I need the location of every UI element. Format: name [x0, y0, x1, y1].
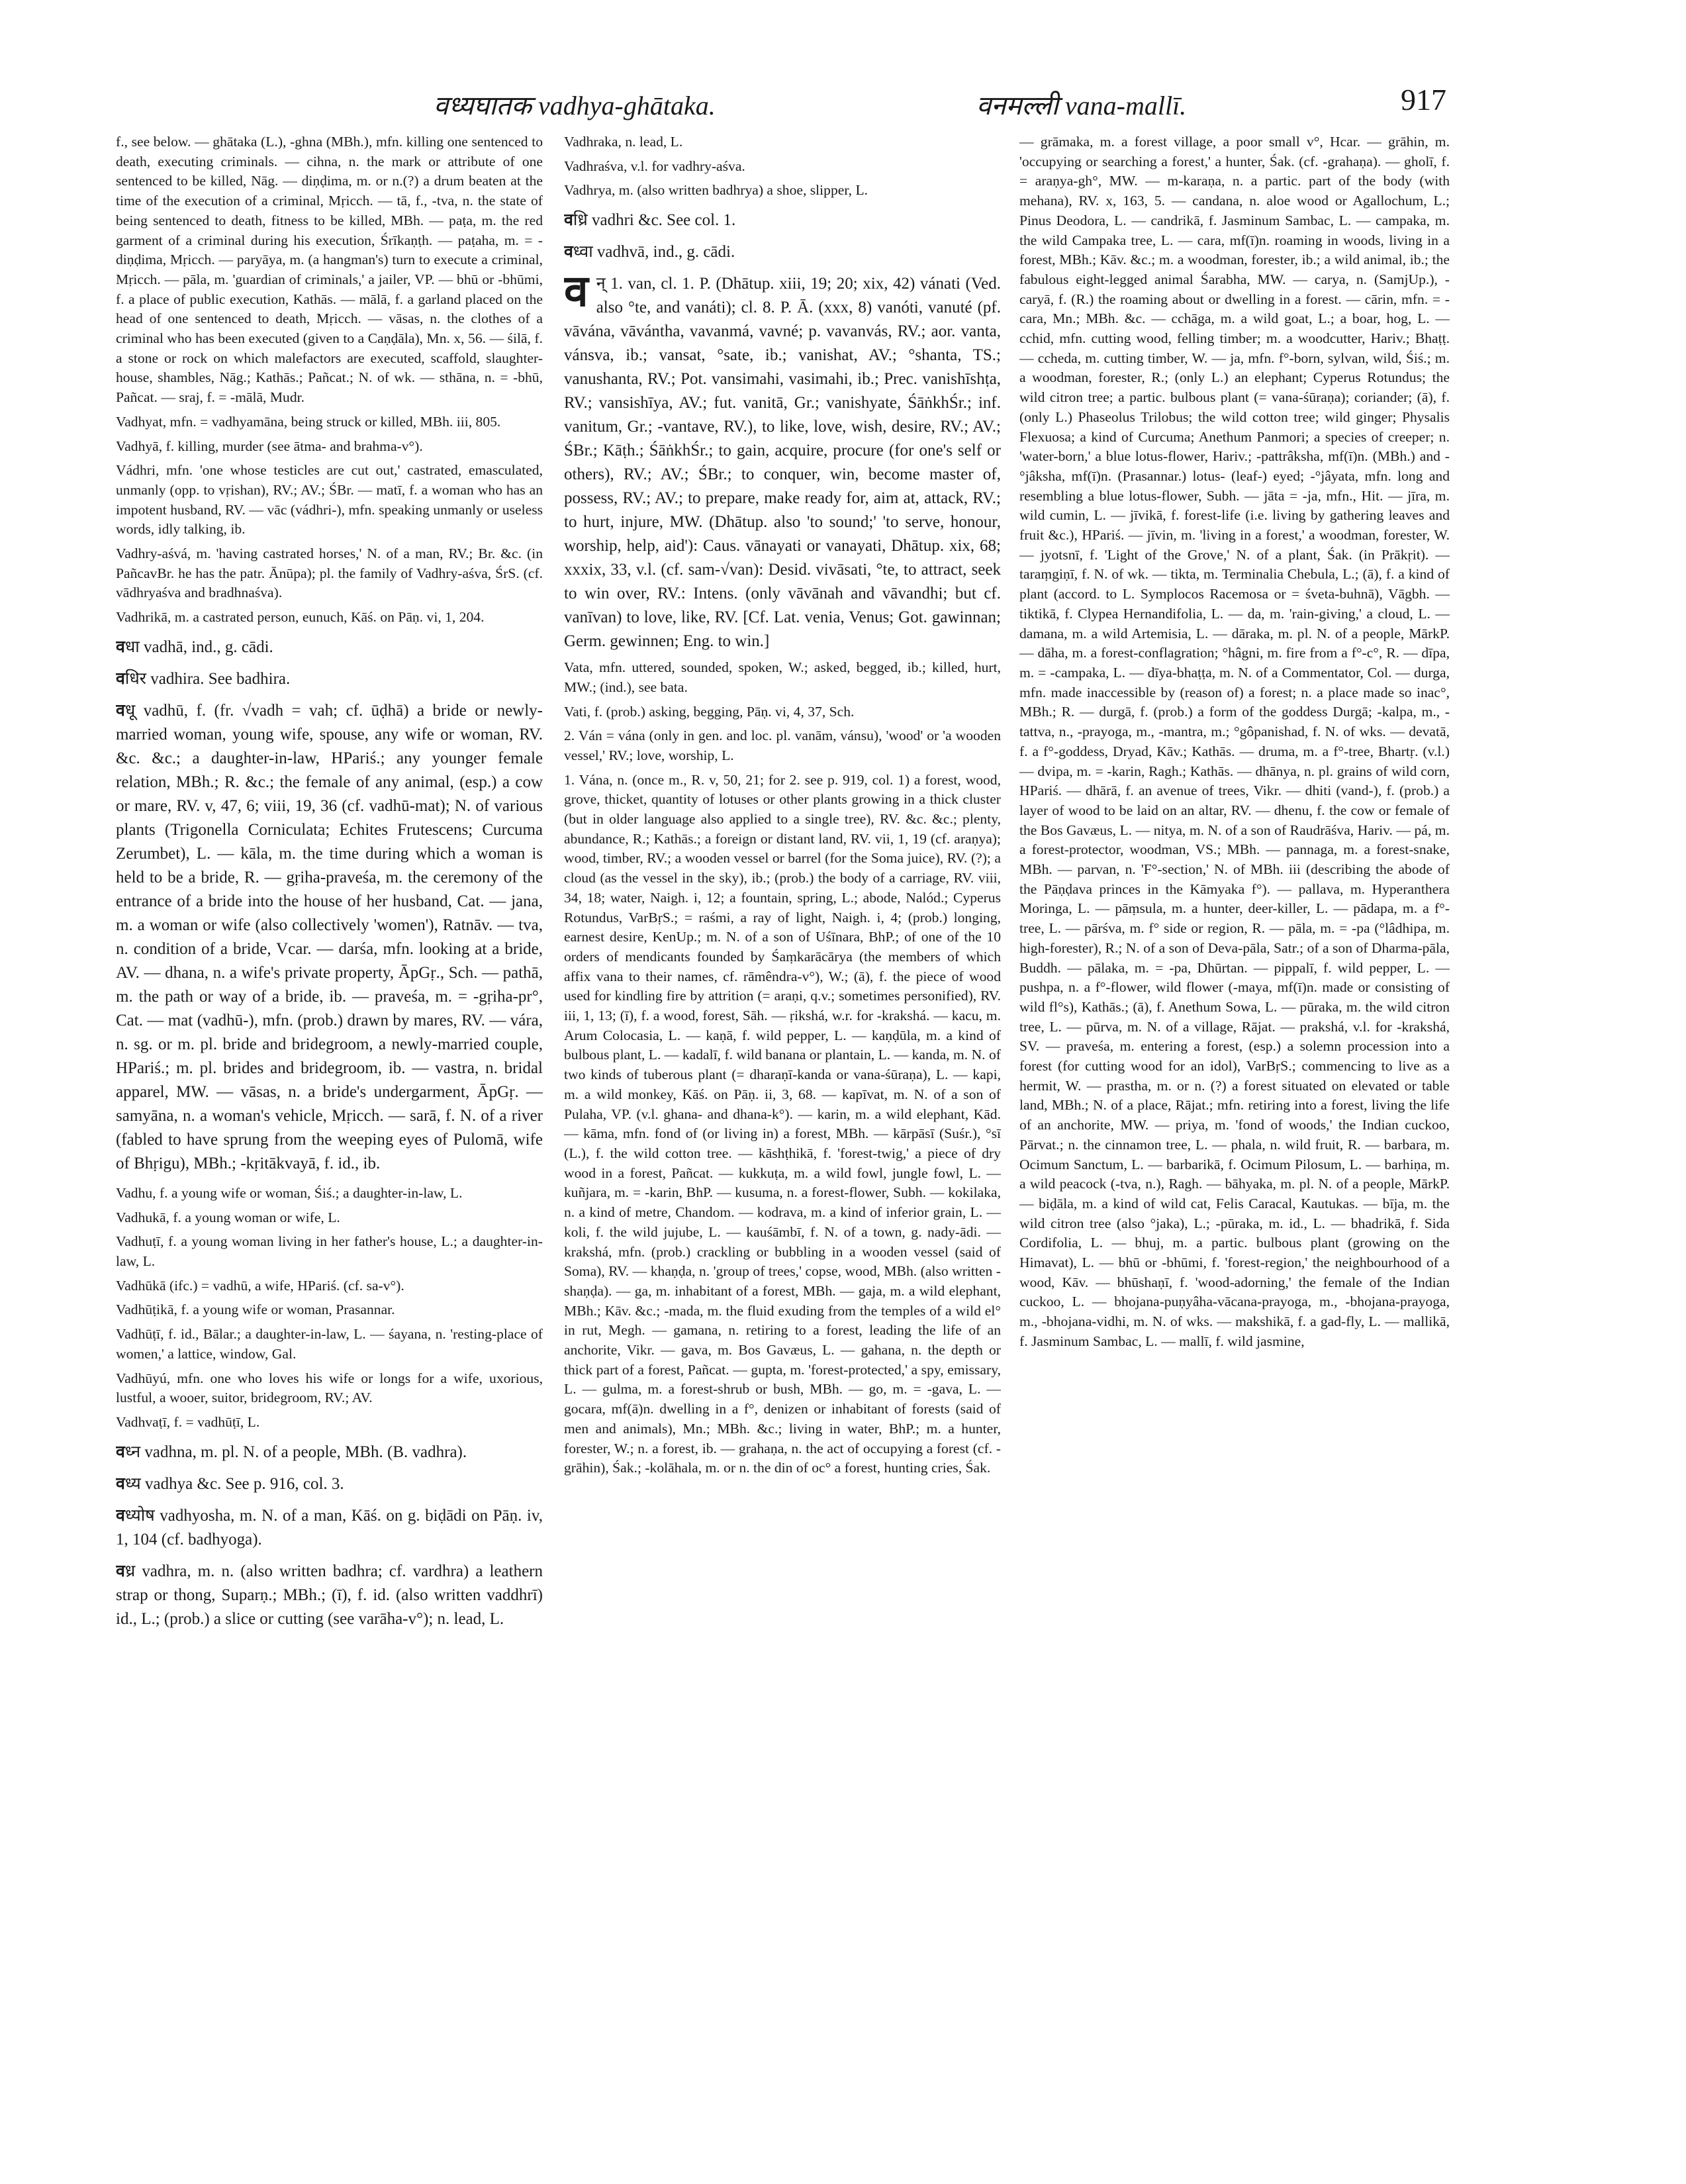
- dictionary-entry: वध्य vadhya &c. See p. 916, col. 3.: [116, 1474, 344, 1493]
- column-3: [1019, 132, 1450, 2132]
- dictionary-entry: 1. Vána, n. (once m., R. v, 50, 21; for 2. see p. 919, col. 1) a forest, wood, grove, thicket, quantity of lotuses or other plants growing in a thick cluster (but in older language also applied to a single tree), RV. &c. &c.; plenty, abundance, R.; Kathās.; a foreign or distant land, RV. vii, 1, 19 (cf. araṇya); wood, timber, RV.; a wooden vessel or barrel (for the Soma juice), RV. (?); a cloud (as the vessel in the sky), ib.; (prob.) the body of a carriage, RV. viii, 34, 18; water, Naigh. i, 12; a fountain, spring, L.; abode, Nalód.; Cyperus Rotundus, VarBṛS.; = raśmi, a ray of light, Naigh. i, 4; (prob.) longing, earnest desire, KenUp.; m. N. of a son of Uśīnara, BhP.; of one of the 10 orders of mendicants founded by Śaṃkarācārya (the members of which affix vana to their names, cf. rāmêndra-v°), W.; (ā), f. the piece of wood used for kindling fire by attrition (= araṇi, q.v.; sometimes personified), RV. iii, 1, 13; (ī), f. a wood, forest, Sāh. — ṛikshá, w.r. for -krakshá. — kacu, m. Arum Colocasia, L. — kaṇā, f. wild pepper, L. — kaṇḍūla, m. a kind of bulbous plant, L. — kadalī, f. wild banana or plantain, L. — kanda, m. N. of two kinds of tuberous plant (= dharaṇī-kanda or vana-śūraṇa), L. — kapi, m. a wild monkey, Kāś. on Pāṇ. ii, 3, 68. — kapīvat, m. N. of a son of Pulaha, VP. (v.l. ghana- and dhana-k°). — karin, m. a wild elephant, Kād. — kāma, mfn. fond of (or living in) a forest, MBh. — kārpāsī (Suśr.), °sī (L.), f. the wild cotton tree. — kāshṭhikā, f. 'forest-twig,' a piece of dry wood in a forest, Pañcat. — kukkuṭa, m. a wild fowl, jungle fowl, L. — kuñjara, m. = -karin, BhP. — kusuma, n. a forest-flower, Subh. — kokilaka, n. a kind of metre, Chandom. — kodrava, m. a kind of inferior grain, L. — koli, f. the wild jujube, L. — kauśāmbī, f. N. of a town, g. nady-ādi. — krakshá, mfn. (prob.) crackling or bubbling in a wooden vessel (said of Soma), RV. — khaṇḍa, n. 'group of trees,' copse, wood, MBh. (also written -shaṇḍa). — ga, m. inhabitant of a forest, MBh. — gaja, m. a wild elephant, MBh.; Kāv. &c.; -mada, m. the fluid exuding from the temples of a wild el° in rut, Megh. — gamana, n. retiring to a forest, leading the life of an anchorite, Vikr. — gava, m. Bos Gavæus, L. — gahana, n. the depth or thick part of a forest, Pañcat. — gupta, m. 'forest-protected,' a spy, emissary, L. — gulma, m. a forest-shrub or bush, MBh. — go, m. = -gava, L. — gocara, mf(ā)n. dwelling in a f°, denizen or inhabitant of forests (said of men and animals), Mn.; MBh. &c.; living in water, BhP.; m. a hunter, forester, W.; n. a forest, ib. — grahaṇa, n. the act of occupying a forest (cf. -grāhin), Śak.; -kolāhala, m. or n. the din of oc° a forest, hunting cries, Śak.: [564, 771, 1001, 1476]
- dictionary-entry: Vadhyā, f. killing, murder (see ātma- and brahma-v°).: [116, 438, 423, 454]
- entry-continuation: — grāmaka, m. a forest village, a poor small v°, Hcar. — grāhin, m. 'occupying or searching a forest,' a hunter, Śak. (cf. -grahaṇa). — gholī, f. = araṇya-gh°, MW. — m-karaṇa, n. a partic. part of the body (with mehana), RV. x, 163, 5. — candana, n. aloe wood or Agallochum, L.; Pinus Deodora, L. — candrikā, f. Jasminum Sambac, L. — campaka, m. the wild Campaka tree, L. — cara, mf(ī)n. roaming in woods, living in a forest, MBh.; Kāv. &c.; m. a woodman, forester, ib.; a wild animal, ib.; the fabulous eight-legged animal Śarabha, MW. — carya, n. (SamjUp.), -caryā, f. (R.) the roaming about or dwelling in a forest. — cārin, mfn. = -cara, Mn.; MBh. &c. — cchāga, m. a wild goat, L.; a boar, hog, L. — cchid, mfn. cutting wood, felling timber; m. a woodcutter, Hariv.; Bhaṭṭ. — ccheda, m. cutting timber, W. — ja, mfn. f°-born, sylvan, wild, Śiś.; m. a woodman, forester, R.; (only L.) an elephant; Cyperus Rotundus; the wild citron tree; a partic. bulbous plant (= vana-śūraṇa); coriander; (ā), f. (only L.) Phaseolus Trilobus; the wild cotton tree; wild ginger; Physalis Flexuosa; a kind of Curcuma; Anethum Panmori; a species of creeper; n. 'water-born,' a blue lotus-flower, Hariv.; -pattrâksha, mf(ī)n. (MBh.) and -°jâksha, mf(ī)n. (Prasannar.) lotus- (leaf-) eyed; -°jâyata, mfn. long and resembling a blue lotus-flower, Subh. — jāta = -ja, mfn., Hit. — jīra, m. wild cumin, L. — jīvikā, f. forest-life (i.e. living by gathering leaves and fruit &c.), HPariś. — jīvin, m. 'living in a forest,' a woodman, forester, W. — jyotsnī, f. 'Light of the Grove,' N. of a plant, Śak. (in Prākṛit). — taraṃgiṇī, f. N. of wk. — tikta, m. Terminalia Chebula, L.; (ā), f. a kind of plant (accord. to L. Symplocos Racemosa or = śveta-buhnā), Vāgbh. — tiktikā, f. Clypea Hernandifolia, L. — da, m. 'rain-giving,' a cloud, L. — damana, m. a wild Artemisia, L. — dāraka, m. pl. N. of a people, MārkP. — dāha, m. a forest-conflagration; °hâgni, m. fire from a f°-c°, R. — dīpa, m. = -campaka, L. — dīya-bhaṭṭa, m. N. of a Commentator, Col. — durga, mfn. made inaccessible by (reason of) a forest; n. a place made so inac°, MBh.; R. — durgā, f. (prob.) a form of the goddess Durgā; -kalpa, m., -tattva, n., -prayoga, m., -mantra, m.; °gôpanishad, f. N. of wks. — devatā, f. a f°-goddess, Dryad, Kāv.; Kathās. — druma, m. a f°-tree, Bhartṛ. (v.l.) — dvipa, m. = -karin, Ragh.; Kathās. — dhānya, n. pl. grains of wild corn, HPariś. — dhārā, f. an avenue of trees, Vikr. — dhiti (vand-), f. (prob.) a layer of wood to be laid on an altar, RV. — dhenu, f. the cow or female of the Bos Gavæus, L. — nitya, m. N. of a son of Raudrāśva, Hariv. — pá, m. a forest-protector, woodman, VS.; MBh. — pannaga, m. a forest-snake, MBh. — parvan, n. 'F°-section,' N. of MBh. iii (describing the abode of the Pāṇḍava princes in the Kāmyaka f°). — pallava, m. Hyperanthera Moringa, L. — pāṃsula, m. a hunter, deer-killer, L. — pādapa, m. a f°-tree, L. — pārśva, m. f° side or region, R. — pāla, m. = -pa (°lâdhipa, m. high-forester), R.; N. of a son of Deva-pāla, Satr.; of a son of Dharma-pāla, Buddh. — pālaka, m. = -pa, Dhūrtan. — pippalī, f. wild pepper, L. — pushpa, n. a f°-flower, wild flower (-maya, mf(ī)n. made or consisting of wild fl°s), Kathās.; (ā), f. Anethum Sowa, L. — pūraka, m. the wild citron tree, L. — pūrva, m. N. of a village, Rājat. — prakshá, v.l. for -krakshá, SV. — praveśa, m. entering a forest, (esp.) a solemn procession into a forest (for cutting wood for an idol), VarBṛS.; commencing to live as a hermit, W. — prastha, m. or n. (?) a forest situated on elevated or table land, MBh.; N. of a place, Rājat.; mfn. retiring into a forest, living the life of an anchorite, MW. — priya, m. 'fond of woods,' the Indian cuckoo, Pārvat.; n. the cinnamon tree, L. — phala, n. wild fruit, R. — barbara, m. Ocimum Sanctum, L. — barbarikā, f. Ocimum Pilosum, L. — barhiṇa, m. a wild peacock (-tva, n.), Ragh. — bāhyaka, m. pl. N. of a people, MārkP. — biḍāla, m. a kind of wild cat, Felis Caracal, Kautukas. — bīja, m. the wild citron tree (also °jaka), L.; -pūraka, m. id., L. — bhadrikā, f. Sida Cordifolia, L. — bhuj, m. a partic. bulbous plant (growing on the Himavat), L. — bhū or -bhūmi, f. 'forest-region,' the neighbourhood of a wood, Kāv. — bhūshaṇī, f. 'wood-adorning,' the female of the Indian cuckoo, L. — bhojana-puṇyâha-vācana-prayoga, m., -bhojana-prayoga, m., -bhojana-vidhi, m. N. of wks. — makshikā, f. a gad-fly, L. — mallikā, f. Jasminum Sambac, L. — mallī, f. wild jasmine,: [1019, 134, 1450, 1349]
- dictionary-entry: वध्रि vadhri &c. See col. 1.: [564, 211, 736, 230]
- dictionary-entry: वध्र vadhra, m. n. (also written badhra; cf. vardhra) a leathern strap or thong, Suparṇ.; MBh.; (ī), f. id. (also written vaddhrī) id., L.; (prob.) a slice or cutting (see varāha-v°); n. lead, L.: [116, 1562, 543, 1628]
- page-number: 917: [1401, 83, 1446, 117]
- dictionary-entry: Vadhūṭī, f. id., Bālar.; a daughter-in-law, L. — śayana, n. 'resting-place of women,' a lattice, window, Gal.: [116, 1326, 543, 1362]
- dictionary-entry: वधू vadhū, f. (fr. √vadh = vah; cf. ūḍhā) a bride or newly-married woman, young wife, spouse, any wife or woman, RV. &c. &c.; a daughter-in-law, HPariś.; any younger female relation, MBh.; R. &c.; the female of any animal, (esp.) a cow or mare, RV. v, 47, 6; viii, 19, 36 (cf. vadhū-mat); N. of various plants (Trigonella Corniculata; Echites Frutescens; Curcuma Zerumbet), L. — kāla, m. the time during which a woman is held to be a bride, R. — gṛiha-praveśa, m. the ceremony of the entrance of a bride into the house of her husband, Cat. — jana, m. a woman or wife (also collectively 'women'), Ratnāv. — tva, n. condition of a bride, Vcar. — darśa, mfn. looking at a bride, AV. — dhana, n. a wife's private property, ĀpGṛ., Sch. — pathā, m. the path or way of a bride, ib. — praveśa, m. = -gṛiha-pr°, Cat. — mat (vadhū-), mfn. (prob.) drawn by mares, RV. — vára, n. sg. or m. pl. bride and bridegroom, a newly-married couple, HPariś.; m. pl. brides and bridegroom, ib. — vastra, n. bridal apparel, MW. — vāsas, n. a bride's undergarment, ĀpGṛ. — samyāna, n. a woman's vehicle, Mṛicch. — sarā, f. N. of a river (fabled to have sprung from the weeping eyes of Pulomā, wife of Bhṛigu), MBh.; -kṛitākvayā, f. id., ib.: [116, 701, 543, 1172]
- dictionary-entry: Vadhu, f. a young wife or woman, Śiś.; a daughter-in-law, L.: [116, 1184, 463, 1201]
- dictionary-entry: Vadhyat, mfn. = vadhyamāna, being struck or killed, MBh. iii, 805.: [116, 413, 501, 430]
- dictionary-entry: Vadhraśva, v.l. for vadhry-aśva.: [564, 158, 745, 174]
- dictionary-entry: 2. Ván = vána (only in gen. and loc. pl. vanām, vánsu), 'wood' or 'a wooden vessel,' RV.; love, worship, L.: [564, 728, 1001, 763]
- column-1: [116, 132, 543, 2132]
- dictionary-entry: Vádhri, mfn. 'one whose testicles are cut out,' castrated, emasculated, unmanly (opp. to vṛishan), RV.; AV.; ŚBr. — matī, f. a woman who has an impotent husband, RV. — vāc (vádhri-), mfn. speaking unmanly or useless words, idly talking, ib.: [116, 462, 543, 538]
- dictionary-entry: Vadhrya, m. (also written badhrya) a shoe, slipper, L.: [564, 182, 868, 199]
- dictionary-entry: Vadhrikā, m. a castrated person, eunuch, Kāś. on Pāṇ. vi, 1, 204.: [116, 609, 485, 626]
- running-head: [116, 78, 1446, 124]
- dictionary-entry: वधा vadhā, ind., g. cādi.: [116, 638, 273, 656]
- column-2: [564, 132, 1001, 2132]
- dictionary-entry: वध्योष vadhyosha, m. N. of a man, Kāś. on g. biḍādi on Pāṇ. iv, 1, 104 (cf. badhyoga).: [116, 1506, 543, 1548]
- dictionary-entry: Vadhraka, n. lead, L.: [564, 134, 683, 150]
- dictionary-entry: Vadhūkā (ifc.) = vadhū, a wife, HPariś. (cf. sa-v°).: [116, 1277, 404, 1294]
- running-head-right: वनमल्ली vana-mallī.: [976, 91, 1187, 120]
- running-head-left: वध्यघातक vadhya-ghātaka.: [434, 91, 716, 120]
- dictionary-entry: वन् 1. van, cl. 1. P. (Dhātup. xiii, 19; 20; xix, 42) vánati (Ved. also °te, and vanáti); cl. 8. P. Ā. (xxx, 8) vanóti, vanuté (pf. vāvána, vāvántha, vavanmá, vavné; p. vavanvás, RV.; aor. vanta, vánsva, ib.; vansat, °sate, ib.; vanishat, AV.; °shanta, TS.; vanushanta, RV.; Pot. vansimahi, vasimahi, ib.; Prec. vanishīshṭa, RV.; vansishīya, AV.; fut. vanitā, Gr.; vanishyate, ŚāṅkhŚr.; inf. vanitum, Gr.; -vantave, RV.), to like, love, wish, desire, RV.; AV.; ŚBr.; Kāṭh.; ŚāṅkhŚr.; to gain, acquire, procure (for one's self or others), RV.; AV.; ŚBr.; to conquer, win, become master of, possess, RV.; AV.; to prepare, make ready for, aim at, attack, RV.; to hurt, injure, MW. (Dhātup. also 'to sound;' 'to serve, honour, worship, help, aid'): Caus. vānayati or vanayati, Dhātup. xix, 68; xxxix, 33, v.l. (cf. sam-√van): Desid. vivāsati, °te, to attract, seek to win over, RV.: Intens. (only vāvānah and vāvandhi; but cf. vanīvan) to love, like, RV. [Cf. Lat. venia, Venus; Got. gawinnan; Germ. gewinnen; Eng. to win.]: [564, 267, 1001, 651]
- dictionary-entry: Vadhūyú, mfn. one who loves his wife or longs for a wife, uxorious, lustful, a wooer, suitor, bridegroom, RV.; AV.: [116, 1370, 543, 1406]
- dictionary-entry: Vati, f. (prob.) asking, begging, Pāṇ. vi, 4, 37, Sch.: [564, 703, 855, 720]
- dictionary-entry: Vadhukā, f. a young woman or wife, L.: [116, 1209, 340, 1225]
- dictionary-entry: Vata, mfn. uttered, sounded, spoken, W.; asked, begged, ib.; killed, hurt, MW.; (ind.), see bata.: [564, 659, 1001, 695]
- dictionary-entry: वधिर vadhira. See badhira.: [116, 669, 291, 688]
- dictionary-entry: वध्न vadhna, m. pl. N. of a people, MBh. (B. vadhra).: [116, 1443, 467, 1461]
- dictionary-entry: वध्वा vadhvā, ind., g. cādi.: [564, 243, 735, 261]
- dictionary-entry: Vadhuṭī, f. a young woman living in her father's house, L.; a daughter-in-law, L.: [116, 1233, 543, 1269]
- entry-continuation: f., see below. — ghātaka (L.), -ghna (MBh.), mfn. killing one sentenced to death, executing criminals. — cihna, n. the mark or attribute of one sentenced to be killed, Nāg. — diṇḍima, m. or n.(?) a drum beaten at the time of the execution of a criminal, Mṛicch. — tā, f., -tva, n. the state of being sentenced to death, fitness to be killed, MBh. — paṭa, m. the red garment of a criminal during his execution, Śrīkaṇṭh. — paṭaha, m. = -diṇḍima, Mṛicch. — paryāya, m. (a hangman's) turn to execute a criminal, Mṛicch. — pāla, m. 'guardian of criminals,' a jailer, VP. — bhū or -bhūmi, f. a place of public execution, Kathās. — mālā, f. a garland placed on the head of one sentenced to death, Mṛicch. — vāsas, n. the clothes of a criminal who has been executed (given to a Caṇḍāla), Mn. x, 56. — śilā, f. a stone or rock on which malefactors are executed, scaffold, slaughter-house, shambles, Nāg.; Kathās.; Pañcat.; N. of wk. — sthāna, n. = -bhū, Pañcat. — sraj, f. = -mālā, Mudr.: [116, 134, 543, 406]
- dictionary-entry: Vadhvaṭī, f. = vadhūṭī, L.: [116, 1413, 260, 1430]
- dictionary-entry: Vadhūṭikā, f. a young wife or woman, Prasannar.: [116, 1302, 395, 1318]
- dictionary-entry: Vadhry-aśvá, m. 'having castrated horses,' N. of a man, RV.; Br. &c. (in PañcavBr. he has the patr. Ānūpa); pl. the family of Vadhry-aśva, ŚrS. (cf. vādhryaśva and bradhnaśva).: [116, 546, 543, 601]
